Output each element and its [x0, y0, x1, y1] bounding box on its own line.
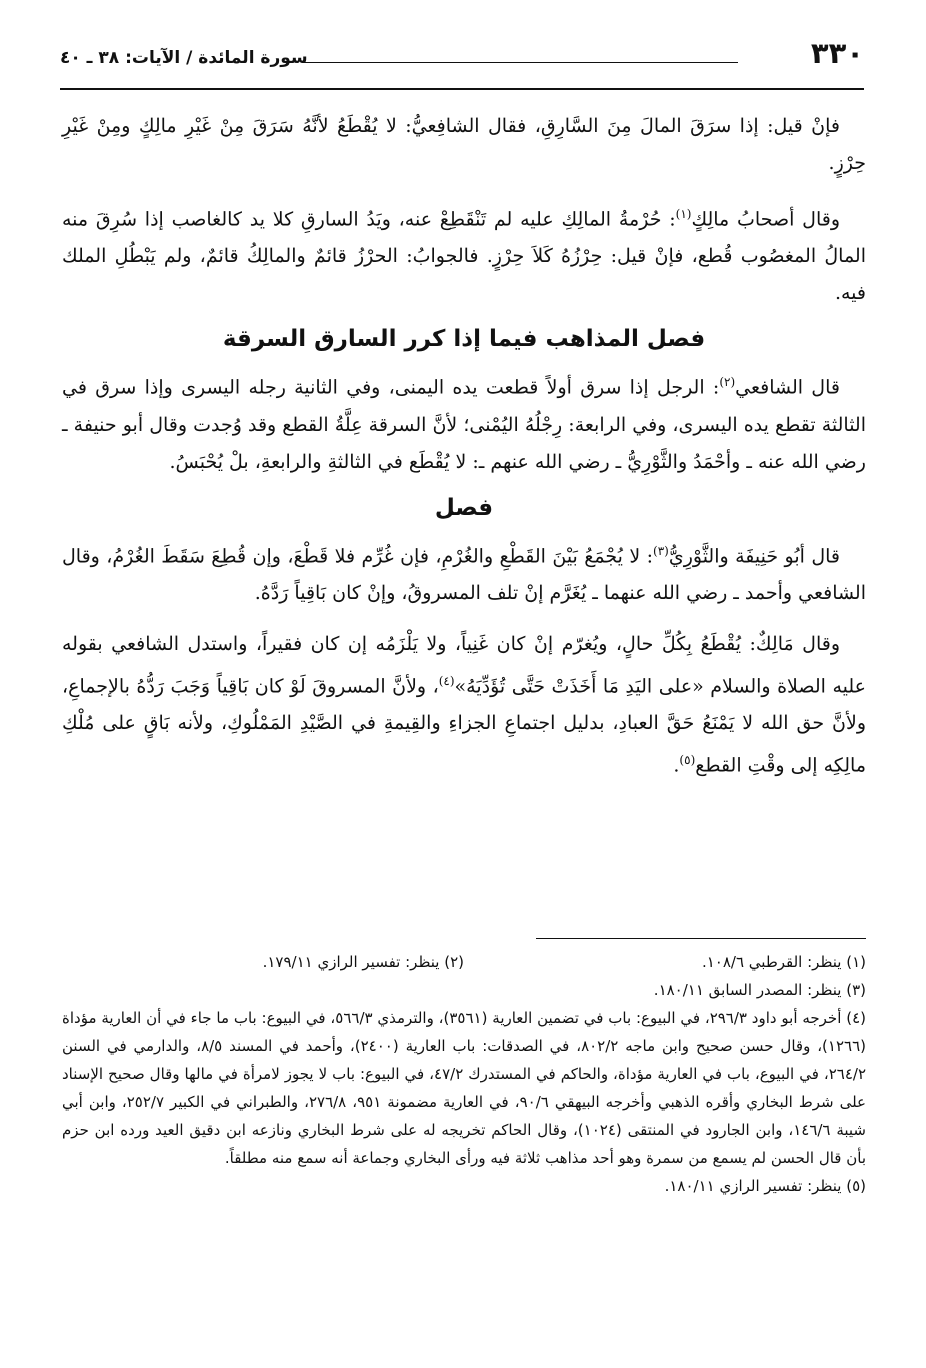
page-number: ٣٣٠: [810, 36, 864, 70]
paragraph-2-start: وقال أصحابُ مالِكٍ: [691, 208, 840, 231]
main-text: [62, 108, 866, 799]
header-rule: [60, 88, 864, 90]
footnote-2: (٢) ينظر: تفسير الرازي ١٧٩/١١.: [262, 953, 464, 971]
paragraph-1: فإنْ قيل: إذا سرَقَ المالَ مِنَ السَّارِقِ، فقال الشافِعيُّ: لا يُقْطَعُ لأنَّهُ سَرَقَ مِنْ غَيْرِ مالِكٍ ومِنْ غَيْرِ حِرْزٍ.: [62, 115, 866, 174]
footnote-ref-3: (٣): [653, 543, 669, 558]
paragraph-3-rest: : الرجل إذا سرق أولاً قطعت يده اليمنى، وفي الثانية رجله اليسرى وإذا سرق في الثالثة تقطع يده اليسرى، وفي الرابعة: رِجْلُهُ اليُمْنى؛ لأنَّ السرقة عِلَّةُ القطع وقد وُجدت وقال أبو حنيفة ـ رضي الله عنه ـ وأحْمَدُ والثَّوْرِيُّ ـ رضي الله عنهم ـ: لا يُقْطَع في الثالثةِ والرابعةِ، بلْ يُحْبَسُ.: [62, 376, 866, 473]
section-heading-1: فصل المذاهب فيما إذا كرر السارق السرقة: [222, 326, 706, 353]
footnote-4: (٤) أخرجه أبو داود ٢٩٦/٣، في البيوع: باب في تضمين العارية (٣٥٦١)، والترمذي ٥٦٦/٣، في البيوع: باب ما جاء في أن العارية مؤداة (١٢٦٦)، وقال حسن صحيح وابن ماجه ٨٠٢/٢، في الصدقات: باب العارية (٢٤٠٠)، وأحمد في المسند ٨/٥، والدارمي في السنن ٢٦٤/٢، في البيوع، باب في العارية مؤداة، والحاكم في المستدرك ٤٧/٢، في البيوع: باب لا يجوز لامرأة في مالها وقال صحيح الإسناد على شرط البخاري وأقره الذهبي وأخرجه البيهقي ٩٠/٦، في العارية مضمونة ٩٥١، ٢٧٦/٨، والطبراني في الكبير ٢٥٢/٧، وابن أبي شيبة ١٤٦/٦، وابن الجارود في المنتقى (١٠٢٤)، وقال الحاكم تخريجه له على شرط البخاري ونازعه ابن دقيق العيد ورده ابن حزم بأن قال الحسن لم يسمع من سمرة وهو أحد مذاهب ثلاثة فيه ورأى البخاري وجماعة أنه سمع منه مطلقاً.: [62, 1009, 866, 1167]
section-heading-2: فصل: [434, 494, 494, 521]
paragraph-3-start: قال الشافعي: [735, 376, 840, 399]
footnote-ref-2: (٢): [719, 375, 736, 390]
paragraph-3: [62, 364, 866, 480]
header-dash-line: [302, 62, 738, 63]
paragraph-5-middle: ، ولأنَّ المسروقَ لَوْ كان بَاقِياً وَجَبَ رَدُّهُ بالإجماعِ، ولأنَّ حق الله لا يَمْنَعُ حَقَّ العبادِ، بدليل اجتماعِ الجزاءِ والقِيمةِ في الصَّيْدِ المَمْلُوكِ، ولأنه بَاقٍ على مُلْكِ مالِكِه إلى وقْتِ القطع: [62, 675, 866, 777]
footnote-ref-1: (١): [675, 207, 692, 221]
paragraph-4-start: قال أبُو حَنِيفَة والثَّوْرِيُّ: [668, 544, 840, 567]
paragraph-2: [62, 196, 866, 312]
paragraph-4: [62, 533, 866, 612]
paragraph-2-rest: : حُرْمةُ المالِكِ عليه لم تَنْقَطِعْ عنه، ويَدُ السارقِ كلا يد كالغاصب إذا سُرِقَ منه المالُ المغصُوب قُطع، فإنْ قيل: حِرْزُهُ كَلاَ حِرْزٍ. فالجوابُ: الحرْزُ قائمٌ والمالِكُ قائمٌ، ولم يَبْطُلِ الملك فيه.: [62, 208, 867, 305]
footnote-separator: [536, 938, 866, 939]
footnotes: [62, 948, 866, 1200]
running-title: سورة المائدة / الآيات: ٣٨ ـ ٤٠: [60, 48, 308, 68]
paragraph-5-start: وقال مَالِكٌ: يُقْطَعُ بِكُلِّ حالٍ، ويُغرّم إنْ كان غَنِياً، ولا يَلْزَمُه إن كان فقيراً، واستدل الشافعي بقوله عليه الصلاة والسلام «على اليَدِ مَا أَخَذَتْ حَتَّى تُؤَدِّيَهُ»: [62, 632, 866, 698]
footnote-5: (٥) ينظر: تفسير الرازي ١٨٠/١١.: [664, 1177, 866, 1195]
paragraph-4-rest: : لا يُجْمَعُ بَيْنَ القَطْعِ والغُرْمِ، فإن غُرِّم فلا قَطْعَ، وإن قُطِعَ سَقَطَ الغُرْمُ، وقال الشافعي وأحمد ـ رضي الله عنهما ـ يُغَرَّم إنْ تلف المسروقُ، وإنْ كان بَاقِياً رَدَّهُ.: [62, 544, 866, 604]
footnote-1: (١) ينظر: القرطبي ١٠٨/٦.: [701, 953, 866, 971]
footnote-ref-4: (٤): [438, 673, 455, 688]
paragraph-5-end: .: [673, 754, 680, 777]
page-header: [60, 36, 864, 82]
footnote-3: (٣) ينظر: المصدر السابق ١٨٠/١١.: [653, 981, 866, 999]
paragraph-5: [62, 626, 866, 785]
footnote-row-1: [62, 948, 866, 976]
footnote-ref-5: (٥): [679, 753, 696, 768]
